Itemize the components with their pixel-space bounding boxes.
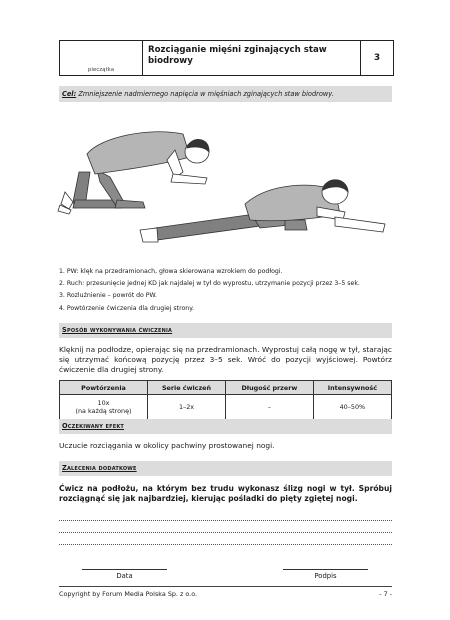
table-cell: – bbox=[226, 395, 314, 420]
step-item: 1. PW: klęk na przedramionach, głowa skierowana wzrokiem do podłogi. bbox=[59, 268, 283, 275]
figure-kneeling bbox=[58, 132, 209, 214]
notes-line[interactable] bbox=[59, 544, 392, 545]
table-row bbox=[60, 395, 392, 420]
section-method-title: Sposób wykonywania ćwiczenia bbox=[62, 326, 173, 334]
exercise-illustration bbox=[55, 112, 395, 257]
section-effect-header bbox=[59, 419, 392, 434]
method-text: Klęknij na podłodze, opierając się na przedramionach. Wyprostuj całą nogę w tył, starając się utrzymać końcową pozycję przez 3–5 sek. Wróć do pozycji wyjściowej. Powtórz ćwiczenie dla drugiej strony. bbox=[59, 345, 392, 374]
goal-text: Zmniejszenie nadmiernego napięcia w mięśniach zginających staw biodrowy. bbox=[78, 90, 334, 98]
signature-line[interactable] bbox=[283, 569, 368, 570]
step-item: 4. Powtórzenie ćwiczenia dla drugiej strony. bbox=[59, 304, 194, 312]
footer-page-number: - 7 - bbox=[379, 590, 392, 598]
goal-bar bbox=[59, 86, 392, 102]
table-header-cell: Powtórzenia bbox=[60, 381, 148, 395]
exercise-number: 3 bbox=[360, 41, 393, 75]
exercise-title: Rozciąganie mięśni zginających staw biodrowy bbox=[148, 45, 327, 66]
goal-label: Cel: bbox=[62, 90, 77, 98]
notes-line[interactable] bbox=[59, 520, 392, 521]
date-line[interactable] bbox=[82, 569, 167, 570]
signature-label: Podpis bbox=[314, 572, 337, 580]
footer-copyright: Copyright by Forum Media Polska Sp. z o.o. bbox=[59, 590, 198, 598]
section-effect-title: Oczekiwany efekt bbox=[62, 422, 125, 430]
step-item: 2. Ruch: przesunięcie jednej KD jak najdalej w tył do wyprostu, utrzymanie pozycji przez 3–5 sek. bbox=[59, 280, 360, 288]
table-cell: 40–50% bbox=[313, 395, 391, 420]
table-header-cell: Intensywność bbox=[313, 381, 391, 395]
step-item: 3. Rozluźnienie – powrót do PW. bbox=[59, 292, 157, 300]
section-method-header bbox=[59, 323, 392, 338]
effect-text: Uczucie rozciągania w okolicy pachwiny prostowanej nogi. bbox=[59, 441, 275, 450]
steps-list bbox=[59, 266, 399, 315]
table-header-cell: Serie ćwiczeń bbox=[148, 381, 226, 395]
exercise-header bbox=[59, 40, 394, 76]
section-recommendations-title: Zalecenia dodatkowe bbox=[62, 464, 137, 472]
table-header-cell: Długość przerw bbox=[226, 381, 314, 395]
parameters-table bbox=[59, 380, 392, 420]
table-cell: 10x (na każdą stronę) bbox=[60, 395, 148, 420]
table-cell: 1–2x bbox=[148, 395, 226, 420]
section-recommendations-header bbox=[59, 461, 392, 476]
table-header-row bbox=[60, 381, 392, 395]
stamp-label: pieczątka bbox=[87, 67, 115, 73]
stamp-box bbox=[60, 41, 143, 75]
recommendations-text: Ćwicz na podłożu, na którym bez trudu wykonasz ślizg nogi w tył. Spróbuj rozciągnąć się jak najbardziej, kierując pośladki do pięty zgiętej nogi. bbox=[59, 484, 392, 503]
date-label: Data bbox=[116, 572, 133, 580]
notes-line[interactable] bbox=[59, 532, 392, 533]
footer-divider bbox=[59, 586, 392, 587]
figure-extended bbox=[140, 180, 385, 242]
